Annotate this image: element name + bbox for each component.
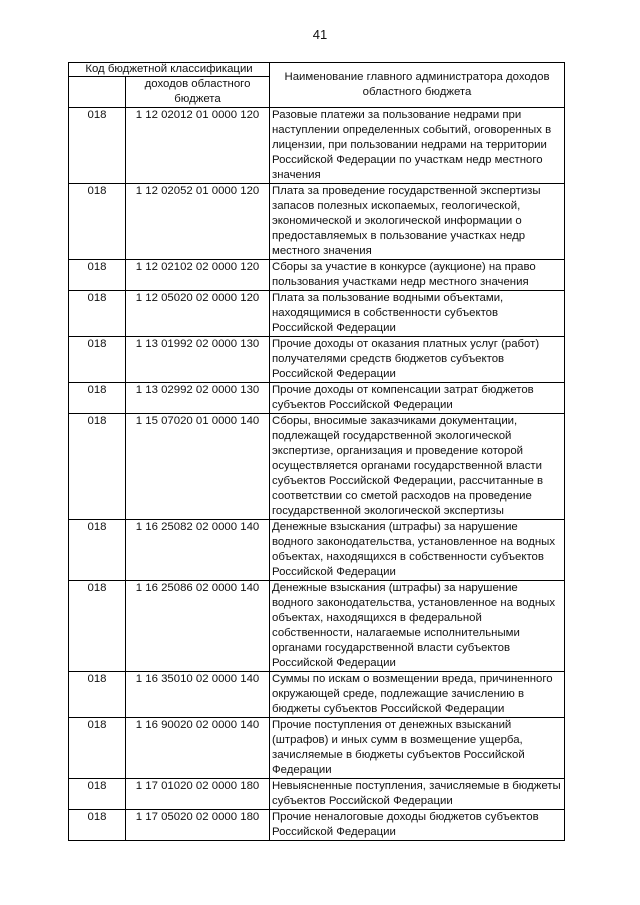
header-row-top [69, 63, 565, 77]
income-name-cell: Суммы по искам о возмещении вреда, причиненного окружающей среде, подлежащие зачислению в бюджеты субъектов Российской Федерации [270, 672, 565, 718]
table-header [69, 63, 565, 108]
admin-code-cell: 018 [69, 718, 126, 779]
table-row [69, 520, 565, 581]
budget-code-cell: 1 13 02992 02 0000 130 [126, 383, 270, 414]
budget-code-cell: 1 17 01020 02 0000 180 [126, 779, 270, 810]
table-row [69, 383, 565, 414]
admin-code-cell: 018 [69, 184, 126, 260]
admin-code-cell: 018 [69, 672, 126, 718]
header-administrator-name: Наименование главного администратора доходов областного бюджета [270, 63, 565, 108]
income-name-cell: Прочие поступления от денежных взысканий (штрафов) и иных сумм в возмещение ущерба, зачисляемые в бюджеты субъектов Российской Федерации [270, 718, 565, 779]
admin-code-cell: 018 [69, 779, 126, 810]
income-name-cell: Сборы за участие в конкурсе (аукционе) на право пользования участками недр местного значения [270, 260, 565, 291]
admin-code-cell: 018 [69, 810, 126, 841]
header-empty-cell [69, 77, 126, 108]
income-name-cell: Невыясненные поступления, зачисляемые в бюджеты субъектов Российской Федерации [270, 779, 565, 810]
budget-code-cell: 1 16 25082 02 0000 140 [126, 520, 270, 581]
admin-code-cell: 018 [69, 291, 126, 337]
table-row [69, 672, 565, 718]
table-body [69, 108, 565, 841]
income-name-cell: Прочие доходы от компенсации затрат бюджетов субъектов Российской Федерации [270, 383, 565, 414]
income-name-cell: Денежные взыскания (штрафы) за нарушение водного законодательства, установленное на водных объектах, находящихся в собственности субъектов Российской Федерации [270, 520, 565, 581]
income-name-cell: Прочие неналоговые доходы бюджетов субъектов Российской Федерации [270, 810, 565, 841]
page-number: 41 [312, 27, 328, 42]
admin-code-cell: 018 [69, 260, 126, 291]
income-name-cell: Денежные взыскания (штрафы) за нарушение водного законодательства, установленное на водных объектах, находящихся в федеральной собственности, налагаемые исполнительными органами государственной власти субъектов Российской Федерации [270, 581, 565, 672]
table-row [69, 779, 565, 810]
budget-code-cell: 1 16 25086 02 0000 140 [126, 581, 270, 672]
admin-code-cell: 018 [69, 414, 126, 520]
budget-code-cell: 1 12 05020 02 0000 120 [126, 291, 270, 337]
budget-classification-table [68, 62, 565, 841]
income-name-cell: Разовые платежи за пользование недрами при наступлении определенных событий, оговоренных в лицензии, при пользовании недрами на территории Российской Федерации по участкам недр местного значения [270, 108, 565, 184]
table-row [69, 291, 565, 337]
budget-code-cell: 1 13 01992 02 0000 130 [126, 337, 270, 383]
table-row [69, 718, 565, 779]
admin-code-cell: 018 [69, 108, 126, 184]
budget-code-cell: 1 12 02102 02 0000 120 [126, 260, 270, 291]
table-row [69, 108, 565, 184]
income-name-cell: Прочие доходы от оказания платных услуг (работ) получателями средств бюджетов субъектов Российской Федерации [270, 337, 565, 383]
budget-code-cell: 1 12 02052 01 0000 120 [126, 184, 270, 260]
budget-code-cell: 1 12 02012 01 0000 120 [126, 108, 270, 184]
admin-code-cell: 018 [69, 581, 126, 672]
table-row [69, 581, 565, 672]
admin-code-cell: 018 [69, 383, 126, 414]
budget-code-cell: 1 17 05020 02 0000 180 [126, 810, 270, 841]
table-row [69, 414, 565, 520]
header-classification-code: Код бюджетной классификации [69, 63, 270, 77]
table-row [69, 810, 565, 841]
budget-code-cell: 1 15 07020 01 0000 140 [126, 414, 270, 520]
table-row [69, 337, 565, 383]
header-regional-income: доходов областного бюджета [126, 77, 270, 108]
table-row [69, 260, 565, 291]
table-row [69, 184, 565, 260]
budget-code-cell: 1 16 35010 02 0000 140 [126, 672, 270, 718]
income-name-cell: Плата за проведение государственной экспертизы запасов полезных ископаемых, геологической, экономической и экологической информации о предоставляемых в пользование участках недр местного значения [270, 184, 565, 260]
budget-code-cell: 1 16 90020 02 0000 140 [126, 718, 270, 779]
income-name-cell: Плата за пользование водными объектами, находящимися в собственности субъектов Российской Федерации [270, 291, 565, 337]
admin-code-cell: 018 [69, 520, 126, 581]
admin-code-cell: 018 [69, 337, 126, 383]
income-name-cell: Сборы, вносимые заказчиками документации, подлежащей государственной экологической экспертизе, организация и проведение которой осуществляется органами государственной власти субъектов Российской Федерации, рассчитанные в соответствии со сметой расходов на проведение государственной экологической экспертизы [270, 414, 565, 520]
